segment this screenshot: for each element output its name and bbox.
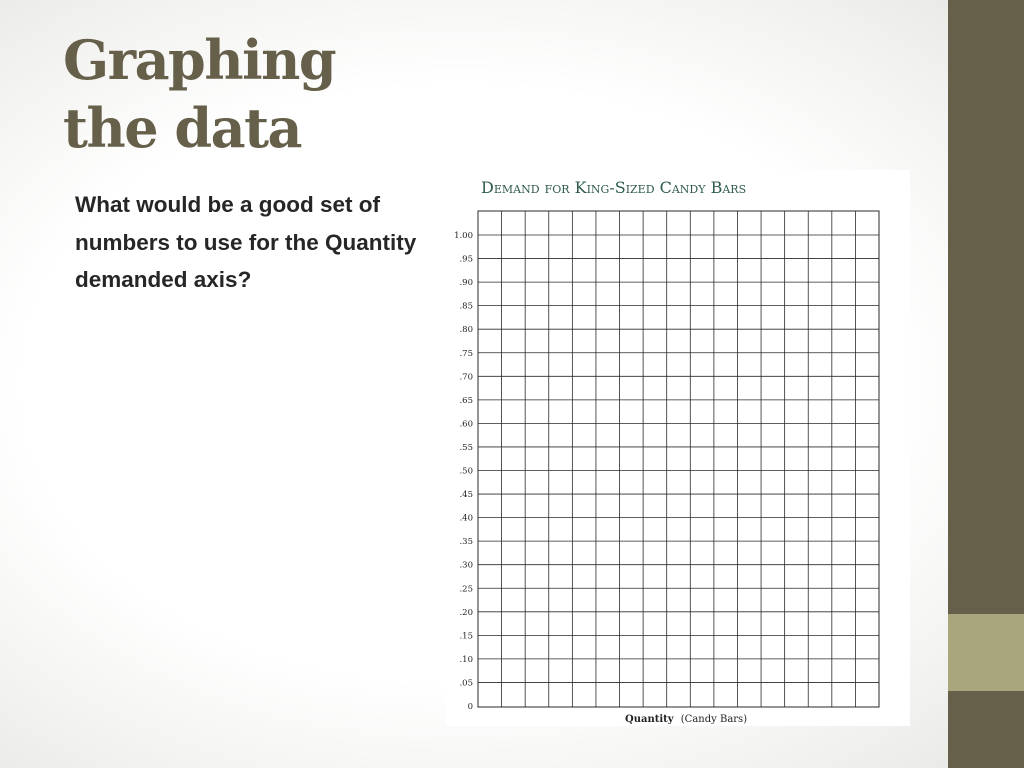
x-axis-label-bold: Quantity xyxy=(625,714,674,725)
y-tick-label: .75 xyxy=(459,348,473,359)
slide-title-line-2: the data xyxy=(63,96,302,160)
chart-frame xyxy=(478,211,879,707)
y-tick-label: .25 xyxy=(459,584,473,595)
chart-grid xyxy=(478,211,879,707)
slide-title-line-1: Graphing xyxy=(63,28,336,92)
y-tick-label: .65 xyxy=(459,395,473,406)
question-text: What would be a good set of numbers to use for the Quantity demanded axis? xyxy=(75,192,417,292)
y-tick-label: .60 xyxy=(459,419,473,430)
y-axis-ticks xyxy=(454,231,473,712)
y-tick-label: .40 xyxy=(459,513,473,524)
y-tick-label: .10 xyxy=(459,654,473,665)
y-tick-label: .80 xyxy=(459,325,473,336)
chart-panel xyxy=(445,170,910,726)
y-tick-label: .55 xyxy=(459,442,473,453)
x-axis-label-rest: (Candy Bars) xyxy=(680,714,748,725)
y-tick-label: .30 xyxy=(459,560,473,571)
y-tick-label: .95 xyxy=(459,254,473,265)
y-tick-label: .50 xyxy=(459,466,473,477)
y-tick-label: .70 xyxy=(459,372,473,383)
y-tick-label: .35 xyxy=(459,537,473,548)
y-tick-label: 1.00 xyxy=(454,231,473,241)
y-tick-label: .90 xyxy=(459,278,473,289)
y-tick-label: .15 xyxy=(459,631,473,642)
y-tick-label: .85 xyxy=(459,301,473,312)
x-axis-label xyxy=(625,714,747,725)
y-tick-label: .05 xyxy=(459,678,473,689)
y-tick-label: .20 xyxy=(459,607,473,618)
chart-title: Demand for King-Sized Candy Bars xyxy=(481,178,747,197)
y-tick-label: .45 xyxy=(459,490,473,501)
slide-title xyxy=(63,26,483,162)
y-tick-label: 0 xyxy=(467,702,473,712)
demand-chart xyxy=(445,170,910,726)
side-accent-block xyxy=(948,614,1024,691)
